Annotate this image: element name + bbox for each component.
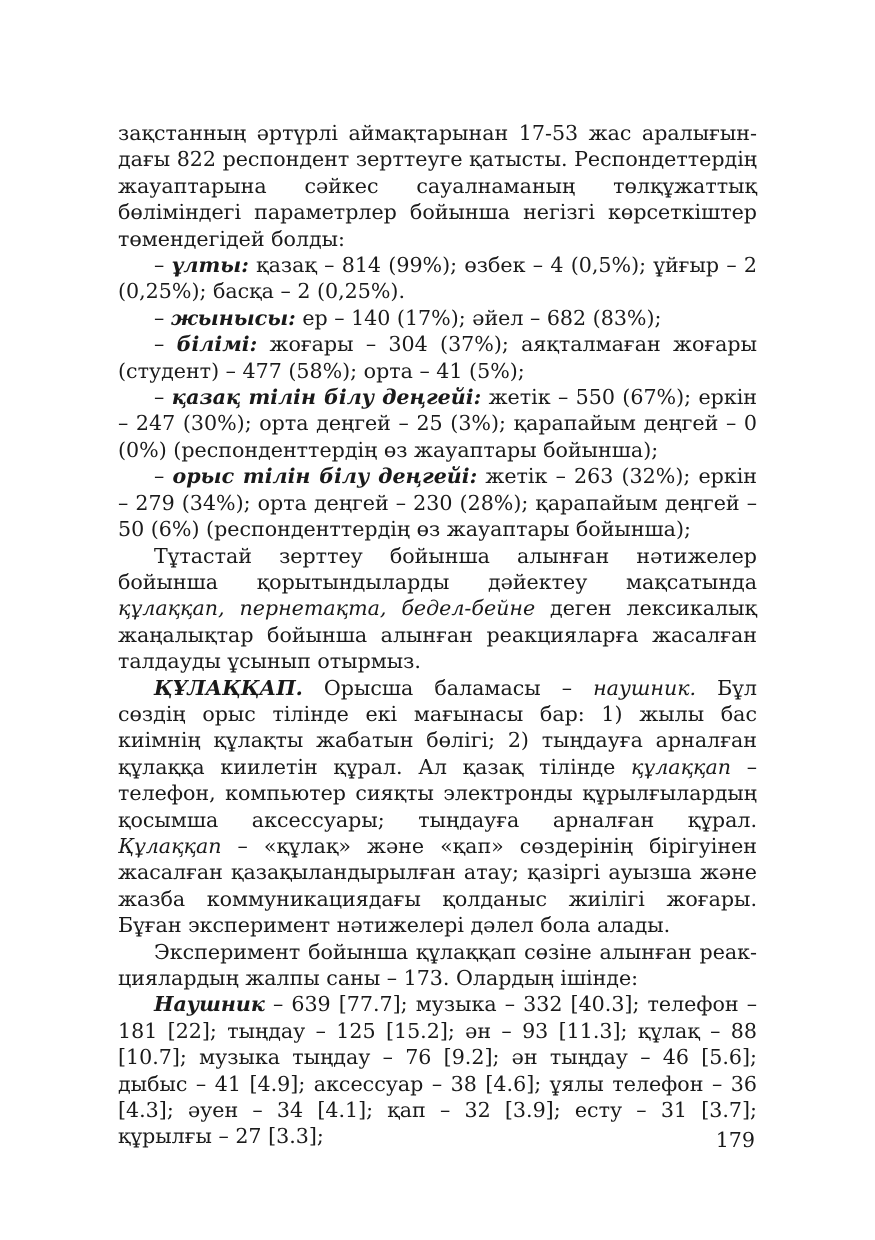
intro-paragraph: зақстанның әртүрлі аймақтарынан 17-53 жас аралығындағы 822 респондент зерттеуге қатысты. Респондеттердің жауаптарына сәйкес сауалнаманың төлқұжаттық бөліміндегі параметрлер бойынша негізгі көрсеткіштер төмендегідей болды: (118, 121, 757, 251)
list-item (118, 252, 757, 305)
list-dash: – (154, 464, 165, 489)
list-dash: – (154, 332, 165, 357)
list-item (118, 305, 757, 331)
headword-text: Бұл сөздің орыс тілінде екі мағынасы бар: 1) жылы бас киімнің құлақты жабатын бөлігі; 2) тыңдауға арналған құлаққа киилетін құрал. Ал қазақ тілінде (118, 675, 758, 779)
list-item-label: ұлты: (171, 253, 249, 278)
list-dash: – (154, 253, 165, 278)
list-item (118, 384, 757, 463)
list-item-label: білімі: (176, 332, 258, 357)
summary-paragraph (118, 543, 757, 675)
page-body (118, 120, 757, 1150)
list-item-label: қазақ тілін білу деңгейі: (171, 385, 482, 410)
headword-text: – «құлақ» және «қап» сөздерінің бірігуінен жасалған қазақыландырылған атау; қазіргі ауызша және жазба коммуникациядағы қолданыс жиілігі жоғары. Бұған эксперимент нәтижелері дәлел бола алады. (118, 833, 757, 938)
list-dash: – (154, 385, 165, 410)
headword-italic: Құлаққап (118, 833, 222, 858)
headword-text: Орысша баламасы – (323, 675, 573, 700)
list-item-text: ер – 140 (17%); әйел – 682 (83%); (302, 305, 662, 330)
summary-italic-terms: құлаққап, пернетақта, бедел-бейне (118, 596, 536, 621)
reactions-text: – 639 [77.7]; музыка – 332 [40.3]; телефон – 181 [22]; тыңдау – 125 [15.2]; ән – 93 [11.3]; құлақ – 88 [10.7]; музыка тыңдау – 76 [9.2]; ән тыңдау – 46 [5.6]; дыбыс – 41 [4.9]; аксессуар – 38 [4.6]; ұялы телефон – 36 [4.3]; әуен – 34 [4.1]; қап – 32 [3.9]; есту – 31 [3.7]; құрылғы – 27 [3.3]; (118, 992, 757, 1149)
list-item (118, 331, 757, 384)
headword-italic: құлаққап (630, 754, 732, 779)
reactions-paragraph (118, 991, 757, 1149)
list-dash: – (154, 305, 165, 330)
list-item (118, 463, 757, 542)
summary-text: Тұтастай зерттеу бойынша алынған нәтижелер бойынша қорытындыларды дәйектеу мақсатында (118, 543, 757, 594)
headword-paragraph (118, 675, 757, 939)
list-item-text: қазақ – 814 (99%); өзбек – 4 (0,5%); ұйғыр – 2 (0,25%); басқа – 2 (0,25%). (118, 253, 758, 304)
experiment-paragraph: Эксперимент бойынша құлаққап сөзіне алынған реакциялардың жалпы саны – 173. Олардың ішінде: (118, 939, 757, 990)
list-item-text: жетік – 263 (32%); еркін – 279 (34%); орта деңгей – 230 (28%); қарапайым деңгей – 50 (6%) (респонденттердің өз жауаптары бойынша); (118, 464, 758, 542)
summary-text-end: деген лексикалық жаңалықтар бойынша алынған реакцияларға жасалған талдауды ұсынып отырмыз. (118, 596, 757, 674)
headword-term: ҚҰЛАҚҚАП. (154, 675, 303, 700)
reactions-lead: Наушник (154, 992, 265, 1017)
headword-italic: наушник. (593, 675, 697, 700)
list-item-label: жынысы: (170, 305, 296, 330)
page-number: 179 (715, 1128, 755, 1152)
list-item-text: жоғары – 304 (37%); аяқталмаған жоғары (студент) – 477 (58%); орта – 41 (5%); (118, 332, 757, 383)
list-item-text: жетік – 550 (67%); еркін – 247 (30%); орта деңгей – 25 (3%); қарапайым деңгей – 0 (0%) (респонденттердің өз жауаптары бойынша); (118, 385, 758, 462)
list-item-label: орыс тілін білу деңгейі: (172, 464, 478, 489)
headword-text: – телефон, компьютер сияқты электронды құрылғылардың қосымша аксессуары; тыңдауға арналған құрал. (118, 754, 758, 832)
